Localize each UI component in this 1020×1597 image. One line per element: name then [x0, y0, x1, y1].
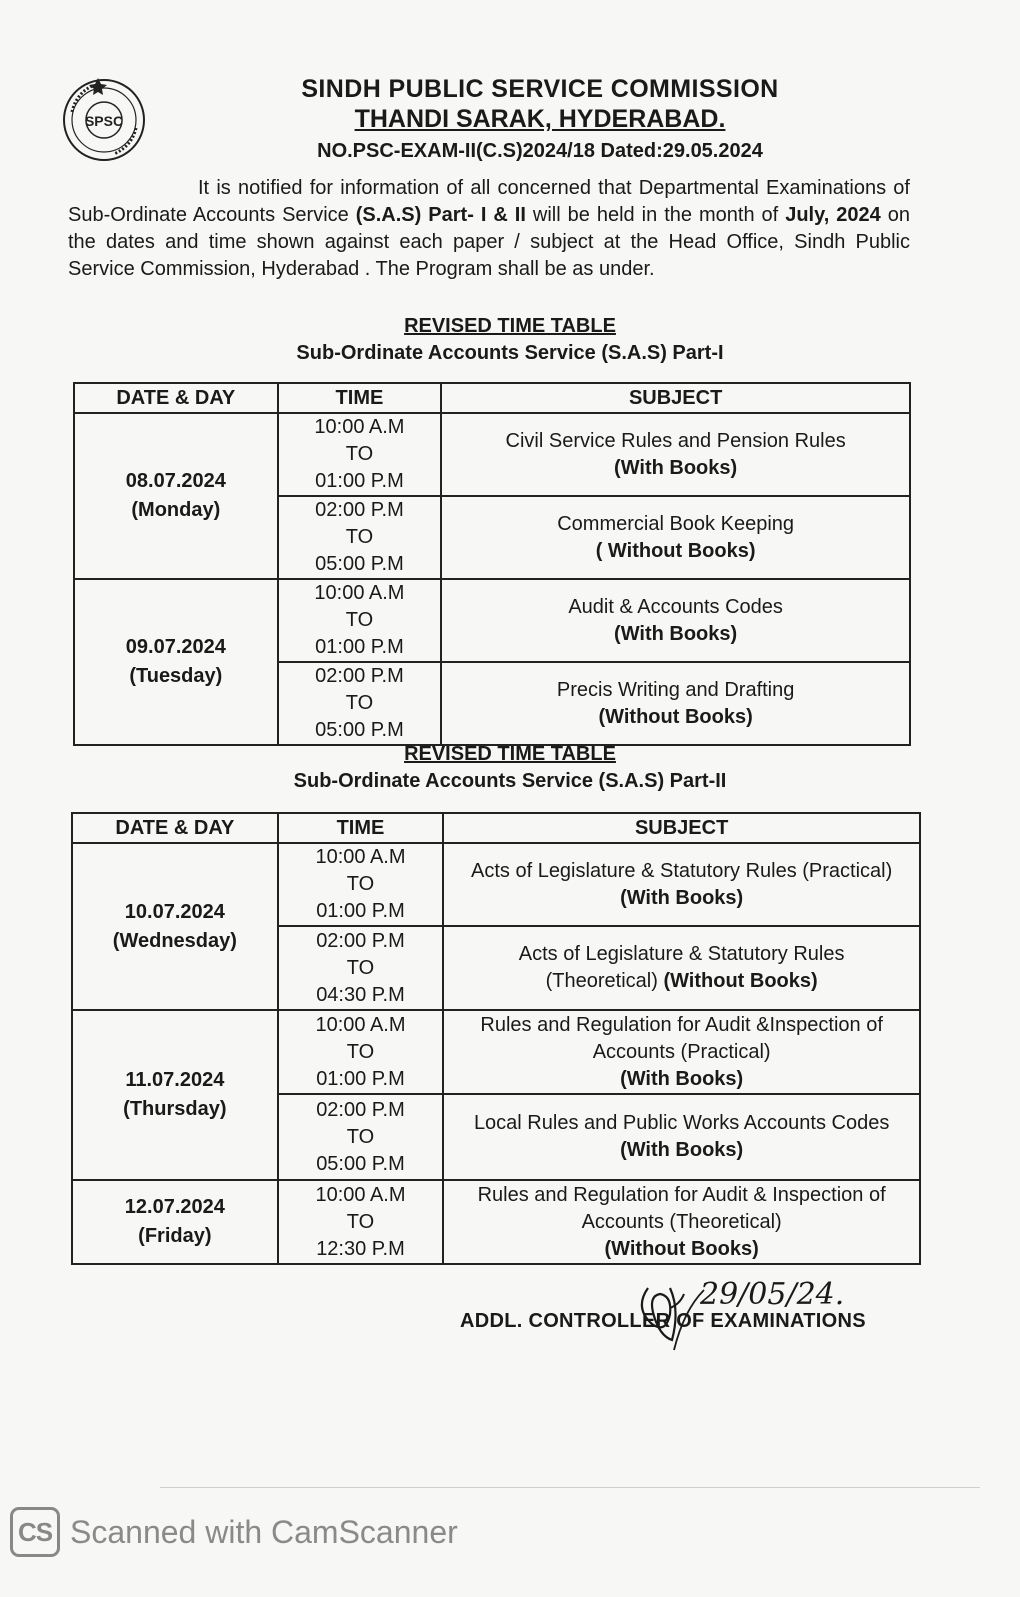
subject-name: Precis Writing and Drafting — [556, 678, 795, 701]
subject-cell — [443, 1010, 920, 1094]
spsc-logo-seal-icon — [58, 72, 150, 164]
end-time: 05:00 P.M — [315, 719, 404, 741]
subject-cell — [443, 1180, 920, 1264]
column-header-subject: SUBJECT — [443, 813, 920, 843]
start-time: 10:00 A.M — [314, 416, 405, 438]
date-cell — [72, 1010, 278, 1180]
date-cell — [74, 413, 278, 579]
reference-number: NO.PSC-EXAM-II(C.S)2024/18 Dated:29.05.2024 — [317, 140, 763, 162]
column-header-subject: SUBJECT — [441, 383, 910, 413]
column-header-date: DATE & DAY — [74, 383, 278, 413]
exam-day: (Friday) — [138, 1225, 212, 1247]
subject-name-cont: (Theoretical) — [545, 970, 658, 992]
time-cell — [278, 413, 442, 496]
time-cell — [278, 579, 442, 662]
end-time: 05:00 P.M — [315, 553, 404, 575]
subject-cell — [443, 843, 920, 926]
organization-address: THANDI SARAK, HYDERABAD. — [354, 105, 726, 133]
part2-timetable — [71, 812, 921, 1265]
notice-text-3: will be held in the month of — [525, 204, 786, 226]
subject-name: Commercial Book Keeping — [557, 512, 795, 535]
start-time: 02:00 P.M — [315, 665, 404, 687]
end-time: 05:00 P.M — [316, 1152, 405, 1175]
table-header-row — [72, 813, 920, 843]
handwritten-signature — [630, 1258, 860, 1358]
notice-text-5: on the dates and time shown against each paper / subject at the Head Office, Sindh Public Service Commission, Hyderabad . The Program shall be as under. — [68, 204, 910, 280]
books-rule: (With Books) — [620, 886, 744, 909]
books-rule: (Without Books) — [604, 1237, 759, 1260]
subject-name: Acts of Legislature & Statutory Rules (Practical) — [471, 859, 893, 882]
subject-cell — [441, 413, 910, 496]
part2-heading — [0, 741, 1020, 795]
organization-name: SINDH PUBLIC SERVICE COMMISSION — [301, 75, 779, 103]
part1-title: REVISED TIME TABLE — [404, 315, 616, 337]
notice-text-1: It is notified for information of all concerned that Departmental Examinations of Sub-Ordinate Accounts Service — [68, 177, 910, 226]
exam-date: 08.07.2024 — [125, 470, 226, 492]
end-time: 01:00 P.M — [316, 1067, 405, 1090]
start-time: 10:00 A.M — [314, 582, 405, 604]
notice-paragraph — [68, 175, 910, 283]
watermark-text: Scanned with CamScanner — [70, 1513, 458, 1550]
column-header-time: TIME — [278, 383, 442, 413]
subject-name: Local Rules and Public Works Accounts Codes — [473, 1112, 890, 1134]
exam-day: (Wednesday) — [112, 929, 237, 952]
camscanner-logo-icon: CS — [10, 1507, 60, 1557]
time-separator: TO — [346, 1210, 375, 1233]
start-time: 02:00 P.M — [315, 499, 404, 521]
subject-name: Rules and Regulation for Audit & Inspection of Accounts (Theoretical) — [477, 1183, 886, 1233]
time-cell — [278, 1180, 444, 1264]
notice-text-4: July, 2024 — [785, 204, 881, 226]
time-separator: TO — [345, 609, 374, 631]
time-separator: TO — [346, 1040, 375, 1063]
signature-date: 29/05/24. — [700, 1277, 845, 1312]
table-row — [72, 1010, 920, 1094]
end-time: 01:00 P.M — [315, 470, 404, 492]
time-separator: TO — [346, 1125, 375, 1148]
part2-title: REVISED TIME TABLE — [404, 743, 616, 765]
camscanner-watermark — [10, 1504, 458, 1560]
end-time: 01:00 P.M — [316, 900, 405, 922]
table-row — [74, 413, 910, 496]
start-time: 10:00 A.M — [315, 1183, 406, 1206]
logo-text: SPSC — [84, 113, 124, 129]
notice-text-2: (S.A.S) Part- I & II — [355, 204, 526, 226]
time-separator: TO — [345, 526, 374, 548]
start-time: 10:00 A.M — [315, 846, 406, 868]
end-time: 04:30 P.M — [316, 983, 405, 1006]
time-cell — [278, 496, 442, 579]
exam-day: (Monday) — [131, 499, 221, 521]
exam-date: 12.07.2024 — [124, 1196, 225, 1218]
time-separator: TO — [345, 443, 374, 465]
start-time: 02:00 P.M — [316, 929, 405, 952]
exam-date: 10.07.2024 — [124, 900, 225, 923]
time-separator: TO — [346, 873, 375, 895]
exam-day: (Tuesday) — [129, 665, 223, 687]
exam-date: 09.07.2024 — [125, 636, 226, 658]
time-cell — [278, 1010, 444, 1094]
subject-name: Rules and Regulation for Audit &Inspection of Accounts (Practical) — [480, 1013, 883, 1063]
time-cell — [278, 662, 442, 745]
subject-cell — [441, 496, 910, 579]
table-row — [74, 579, 910, 662]
end-time: 01:00 P.M — [315, 636, 404, 658]
subject-name: Civil Service Rules and Pension Rules — [505, 429, 846, 452]
document-header — [230, 74, 850, 166]
exam-day: (Thursday) — [123, 1098, 227, 1120]
exam-date: 11.07.2024 — [125, 1069, 225, 1091]
start-time: 02:00 P.M — [316, 1098, 405, 1121]
subject-name: Audit & Accounts Codes — [568, 595, 783, 618]
part1-subtitle: Sub-Ordinate Accounts Service (S.A.S) Part-I — [296, 342, 724, 364]
part2-subtitle: Sub-Ordinate Accounts Service (S.A.S) Part-II — [293, 770, 727, 792]
books-rule: (With Books) — [614, 622, 738, 645]
table-row — [72, 843, 920, 926]
books-rule: (With Books) — [620, 1139, 744, 1161]
date-cell — [72, 1180, 278, 1264]
end-time: 12:30 P.M — [316, 1237, 405, 1260]
books-rule: (With Books) — [620, 1067, 744, 1090]
subject-cell — [443, 1094, 920, 1180]
subject-name: Acts of Legislature & Statutory Rules — [518, 943, 845, 965]
subject-cell — [441, 579, 910, 662]
books-rule: (Without Books) — [663, 970, 818, 992]
time-cell — [278, 1094, 444, 1180]
column-header-date: DATE & DAY — [72, 813, 278, 843]
time-cell — [278, 926, 444, 1010]
books-rule: (Without Books) — [598, 705, 753, 728]
date-cell — [72, 843, 278, 1010]
subject-cell — [443, 926, 920, 1010]
divider-line — [160, 1487, 980, 1488]
part1-heading — [0, 313, 1020, 367]
table-row — [72, 1180, 920, 1264]
time-cell — [278, 843, 444, 926]
part1-timetable — [73, 382, 911, 746]
signatory-designation: ADDL. CONTROLLER OF EXAMINATIONS — [460, 1310, 866, 1332]
subject-cell — [441, 662, 910, 745]
time-separator: TO — [346, 956, 375, 979]
table-header-row — [74, 383, 910, 413]
start-time: 10:00 A.M — [315, 1013, 406, 1036]
column-header-time: TIME — [278, 813, 444, 843]
time-separator: TO — [345, 692, 374, 714]
books-rule: ( Without Books) — [595, 539, 756, 562]
date-cell — [74, 579, 278, 745]
books-rule: (With Books) — [614, 456, 738, 479]
